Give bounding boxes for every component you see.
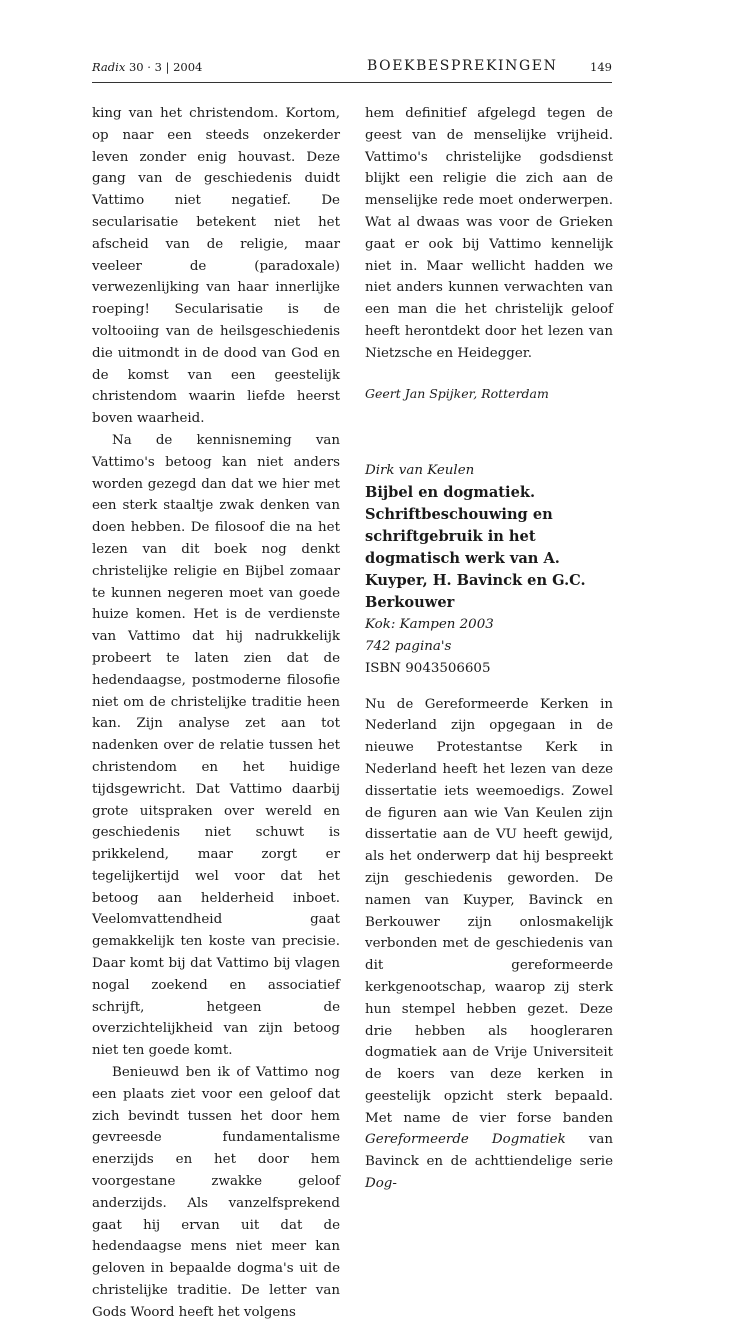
journal-name: Radix [92,60,126,74]
issue-info: 30 · 3 | 2004 [128,60,203,74]
paragraph: Na de kennisneming van Vattimo's betoog kan niet anders worden gezegd dan dat we hier met een sterk staaltje zwak denken van doen hebben. De filosoof die na het lezen van dit boek nog denkt christelijke religie en Bijbel zomaar te kunnen negeren moet van goede huize komen. Het is de verdienste van Vattimo dat hij nadrukkelijk probeert te laten zien dat de hedendaagse, postmoderne filosofie niet om de christelijke traditie heen kan. Zijn analyse zet aan tot nadenken over de relatie tussen het christendom en het huidige tijdsgewricht. Dat Vattimo daarbij grote uitspraken over wereld en geschiedenis niet schuwt is prikkelend, maar zorgt er tegelijkertijd wel voor dat het betoog aan helderheid inboet. Veelomvattendheid gaat gemakkelijk ten koste van precisie. Daar komt bij dat Vattimo bij vlagen nogal zoekend en associatief schrijft, hetgeen de overzichtelijkheid van zijn betoog niet ten goede komt. [92,432,340,1059]
review-text: Nu de Gereformeerde Kerken in Nederland zijn opgegaan in de nieuwe Protestantse Kerk in Nederland heeft het lezen van deze dissertatie iets weemoedigs. Zowel de figuren aan wie Van Keulen zijn dissertatie aan de VU heeft gewijd, als het onderwerp dat hij bespreekt zijn geschiedenis geworden. De namen van Kuyper, Bavinck en Berkouwer zijn onlosmakelijk verbonden met de geschiedenis van dit gereformeerde kerkgenootschap, waarop zij sterk hun stempel hebben gezet. Deze drie hebben als hoogleraren dogmatiek aan de Vrije Universiteit de koers van deze kerken in geestelijk opzicht sterk bepaald. Met name de vier forse banden [365,696,613,1126]
paragraph: hem definitief afgelegd tegen de geest van de menselijke vrijheid. Vattimo's christelijke godsdienst blijkt een religie die zich aan de menselijke rede moet onderwerpen. Wat al dwaas was voor de Grieken gaat er ook bij Vattimo kennelijk niet in. Maar wellicht hadden we niet anders kunnen verwachten van een man die het christelijk geloof heeft herontdekt door het lezen van Nietzsche en Heidegger. [365,106,613,361]
book-entry [365,460,613,679]
book-pages: 742 pagina's [365,638,452,654]
page-number: 149 [590,60,612,74]
book-title: Bijbel en dogmatiek. Schriftbeschouwing en schriftgebruik in het dogmatisch werk van A. Kuyper, H. Bavinck en G.C. Berkouwer [365,484,586,612]
section-title: BOEKBESPREKINGEN [367,58,558,74]
paragraph: Benieuwd ben ik of Vattimo nog een plaats ziet voor een geloof dat zich bevindt tussen het door hem gevreesde fundamentalisme enerzijds en het door hem voorgestane zwakke geloof anderzijds. Als vanzelfsprekend gaat hij ervan uit dat de hedendaagse mens niet meer kan geloven in bepaalde dogma's uit de christelijke traditie. De letter van Gods Woord heeft het volgens [92,1065,340,1320]
running-header [92,58,612,83]
left-column [92,103,340,1324]
book-isbn: ISBN 9043506605 [365,660,491,676]
journal-info [92,60,202,74]
reviewer-signature: Geert Jan Spijker, Rotterdam [365,385,549,401]
book-publisher: Kok: Kampen 2003 [365,617,494,633]
review-italic-title: Gereformeerde Dogmatiek [365,1132,566,1148]
paragraph: king van het christendom. Kortom, op naar een steeds onzekerder leven zonder enig houvast. Deze gang van de geschiedenis duidt Vattimo niet negatief. De secularisatie betekent niet het afscheid van de religie, maar veeleer de (paradoxale) verwezenlijking van haar innerlijke roeping! Secularisatie is de voltooiing van de heilsgeschiedenis die uitmondt in de dood van God en de komst van een geestelijk christendom waarin liefde heerst boven waarheid. [92,106,340,427]
book-author: Dirk van Keulen [365,463,475,479]
right-column [365,103,613,1195]
review-italic-series: Dog- [365,1176,397,1192]
review-paragraph [365,694,613,1195]
review-text-continued: van Bavinck en de achttiendelige serie [365,1132,613,1170]
